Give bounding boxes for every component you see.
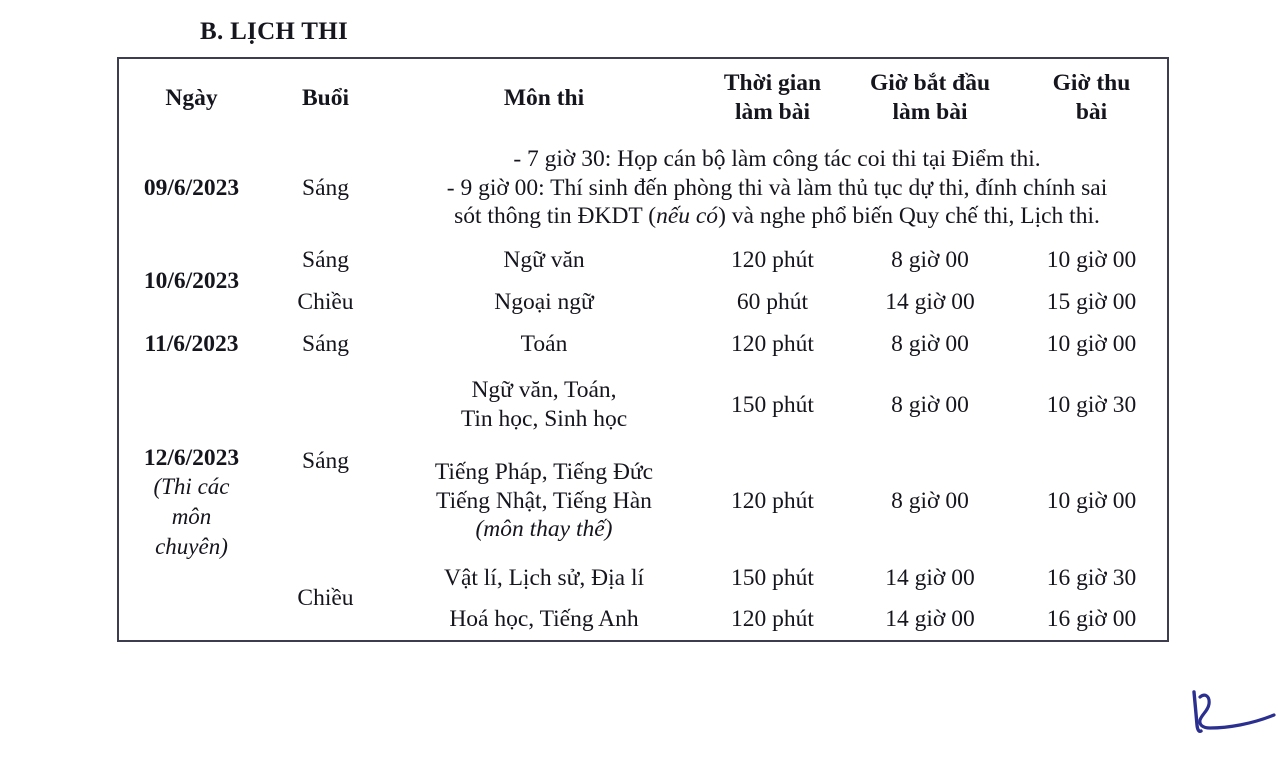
cell-end-1206-morning-2: 10 giờ 00 (1046, 487, 1137, 514)
column-header-start-time (844, 58, 1016, 137)
table-row (118, 137, 1168, 239)
cell-start-1206-afternoon-2: 14 giờ 00 (885, 606, 975, 633)
cell-date-1106: 11/6/2023 (144, 330, 239, 357)
notice-line-3-a: sót thông tin ĐKDT ( (454, 203, 657, 230)
subject-line-2: Tiếng Nhật, Tiếng Hàn (436, 487, 652, 514)
cell-start-1206-morning-2: 8 giờ 00 (891, 487, 969, 514)
cell-period-1006-morning: Sáng (302, 246, 349, 273)
cell-date-0906: 09/6/2023 (143, 174, 240, 201)
cell-subject-1206-afternoon-1: Vật lí, Lịch sử, Địa lí (443, 564, 645, 591)
cell-start-1006-afternoon: 14 giờ 00 (885, 288, 975, 315)
exam-schedule-table-wrapper (117, 57, 1167, 642)
cell-date-1206-note-line3: chuyên) (155, 533, 228, 559)
cell-subject-1206-afternoon-2: Hoá học, Tiếng Anh (449, 606, 639, 633)
column-header-duration-line1: Thời gian (723, 70, 822, 97)
notice-line-3-italic: nếu có (656, 203, 719, 230)
cell-period-1106: Sáng (302, 330, 349, 357)
cell-date-1206-note-line1: (Thi các (153, 474, 230, 500)
column-header-duration (701, 58, 844, 137)
cell-start-1106: 8 giờ 00 (891, 330, 969, 357)
column-header-subject: Môn thi (503, 84, 585, 111)
cell-duration-1006-morning: 120 phút (731, 246, 814, 273)
cell-date-1206 (118, 365, 264, 641)
table-row (118, 557, 1168, 599)
cutoff-text-line (176, 0, 596, 6)
cell-subject-1206-morning-1 (387, 365, 701, 445)
cell-date-1006: 10/6/2023 (143, 267, 240, 294)
column-header-duration-line2: làm bài (734, 99, 811, 125)
cell-start-1206-morning-1: 8 giờ 00 (891, 391, 969, 418)
column-header-date: Ngày (165, 84, 218, 111)
cell-end-1006-afternoon: 15 giờ 00 (1046, 288, 1137, 315)
table-header (118, 58, 1168, 137)
table-row (118, 281, 1168, 323)
cell-end-1006-morning: 10 giờ 00 (1046, 246, 1137, 273)
column-header-period: Buổi (301, 84, 350, 111)
column-header-start-line2: làm bài (892, 99, 968, 125)
cell-subject-1006-morning: Ngữ văn (503, 246, 585, 273)
table-row (118, 365, 1168, 445)
cell-end-1206-afternoon-1: 16 giờ 30 (1046, 564, 1137, 591)
cell-duration-1006-afternoon: 60 phút (736, 288, 809, 315)
table-header-row (118, 58, 1168, 137)
column-header-end-line2: bài (1075, 99, 1108, 125)
cell-duration-1206-afternoon-2: 120 phút (731, 606, 814, 633)
cell-duration-1206-morning-2: 120 phút (731, 487, 814, 514)
cell-end-1206-afternoon-2: 16 giờ 00 (1046, 606, 1137, 633)
cell-subject-1206-morning-2 (387, 445, 701, 557)
notice-line-2: - 9 giờ 00: Thí sinh đến phòng thi và làm thủ tục dự thi, đính chính sai (446, 174, 1108, 201)
cell-notice-0906 (387, 137, 1168, 239)
subject-line-1: Ngữ văn, Toán, (471, 377, 617, 404)
cell-duration-1206-morning-1: 150 phút (731, 391, 814, 418)
column-header-end-time (1016, 58, 1168, 137)
column-header-end-line1: Giờ thu (1052, 70, 1131, 97)
notice-line-3 (391, 202, 1163, 231)
cell-end-1106: 10 giờ 00 (1046, 330, 1137, 357)
subject-line-3-note: (môn thay thế) (475, 516, 613, 543)
cell-period-1206-afternoon: Chiều (297, 585, 354, 612)
cell-end-1206-morning-1: 10 giờ 30 (1046, 391, 1137, 418)
signature-mark (1186, 684, 1276, 744)
notice-line-1: - 7 giờ 30: Họp cán bộ làm công tác coi thi tại Điểm thi. (513, 146, 1041, 173)
table-body (118, 137, 1168, 641)
cell-period-1006-afternoon: Chiều (297, 288, 354, 315)
cell-period-1206-morning: Sáng (302, 447, 349, 474)
cell-duration-1206-afternoon-1: 150 phút (731, 564, 814, 591)
cell-duration-1106: 120 phút (731, 330, 814, 357)
table-row (118, 323, 1168, 365)
cell-date-1206-value: 12/6/2023 (143, 444, 240, 471)
cell-period-0906: Sáng (302, 174, 349, 201)
cell-subject-1006-afternoon: Ngoại ngữ (494, 288, 594, 315)
notice-line-3-b: ) và nghe phổ biến Quy chế thi, Lịch thi. (718, 203, 1100, 230)
subject-line-1: Tiếng Pháp, Tiếng Đức (434, 459, 654, 486)
cell-start-1006-morning: 8 giờ 00 (891, 246, 969, 273)
cell-start-1206-afternoon-1: 14 giờ 00 (885, 564, 975, 591)
table-row (118, 239, 1168, 281)
exam-schedule-table (117, 57, 1169, 642)
cell-subject-1106: Toán (520, 330, 568, 357)
column-header-start-line1: Giờ bắt đầu (869, 70, 991, 97)
cell-date-1206-note-line2: môn (171, 503, 212, 529)
subject-line-2: Tin học, Sinh học (460, 406, 628, 432)
section-title: B. LỊCH THI (200, 18, 349, 45)
